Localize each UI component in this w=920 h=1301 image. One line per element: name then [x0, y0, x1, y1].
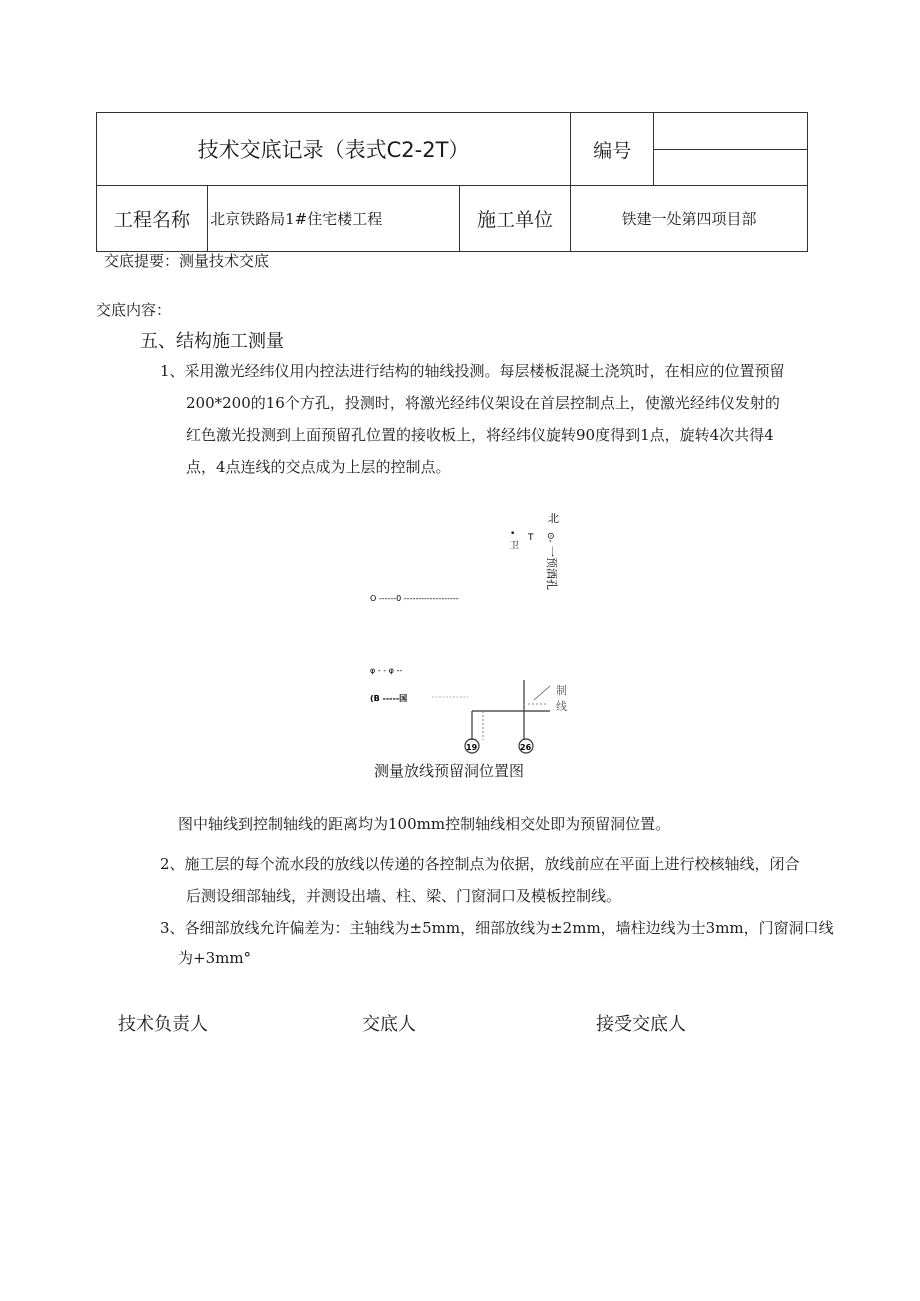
item2-line1: 2、施工层的每个流水段的放线以传递的各控制点为依据，放线前应在平面上进行校核轴线，闭合	[160, 855, 800, 873]
control-label-1: 制	[556, 684, 567, 697]
number-label: 编号	[571, 113, 654, 186]
axis-b-label: (B -----国	[370, 694, 408, 703]
control-label-2: 线	[556, 700, 567, 713]
mark-j: 卫	[510, 541, 520, 551]
signature-tech-lead: 技术负责人	[118, 1014, 208, 1035]
control-pointer	[534, 686, 550, 700]
item1-line1: 1、采用激光经纬仪用内控法进行结构的轴线投测。每层楼板混凝土浇筑时，在相应的位置预留	[160, 362, 785, 380]
side-note-1: ⊙-	[545, 532, 555, 543]
unit-label: 施工单位	[459, 186, 570, 252]
figure-note: 图中轴线到控制轴线的距离均为100mm控制轴线相交处即为预留洞位置。	[178, 815, 671, 833]
axis-phi-label: φ - - φ --	[370, 666, 403, 675]
axis-o-label: O ------0 -------------------	[370, 594, 459, 603]
figure-caption: 测量放线预留洞位置图	[374, 762, 525, 780]
item3-line2: 为+3mm°	[178, 949, 252, 967]
item1-line3: 红色激光投测到上面预留孔位置的接收板上，将经纬仪旋转90度得到1点，旋转4次共得4	[186, 426, 774, 444]
content-label: 交底内容：	[96, 301, 172, 319]
item1-line4: 点，4点连线的交点成为上层的控制点。	[186, 458, 451, 476]
signature-receiver: 接受交底人	[596, 1014, 686, 1035]
mark-t: T	[528, 533, 534, 543]
mark-dot: •	[510, 529, 516, 539]
unit-value: 铁建一处第四项目部	[571, 186, 808, 252]
signature-presenter: 交底人	[362, 1014, 416, 1035]
number-value	[654, 113, 807, 150]
header-table	[96, 112, 808, 252]
section-title: 五、结构施工测量	[140, 331, 284, 352]
number-value-cell	[654, 113, 808, 186]
side-note-2: 一预酒孔	[545, 546, 558, 590]
item3-line1: 3、各细部放线允许偏差为：主轴线为±5mm，细部放线为±2mm，墙柱边线为士3mm，门窗洞口线	[160, 919, 834, 937]
item1-line2: 200*200的16个方孔，投测时，将激光经纬仪架设在首层控制点上，使激光经纬仪发射的	[186, 394, 780, 412]
project-value: 北京铁路局1#住宅楼工程	[208, 186, 460, 252]
item2-line2: 后测设细部轴线，并测设出墙、柱、梁、门窗洞口及模板控制线。	[186, 887, 622, 905]
axis-19-number: 19	[466, 743, 478, 752]
summary: 交底提要：测量技术交底	[104, 252, 270, 270]
north-label: 北	[548, 512, 559, 525]
form-title: 技术交底记录（表式C2-2T）	[97, 113, 571, 186]
axis-26-number: 26	[520, 743, 532, 752]
project-label: 工程名称	[97, 186, 208, 252]
